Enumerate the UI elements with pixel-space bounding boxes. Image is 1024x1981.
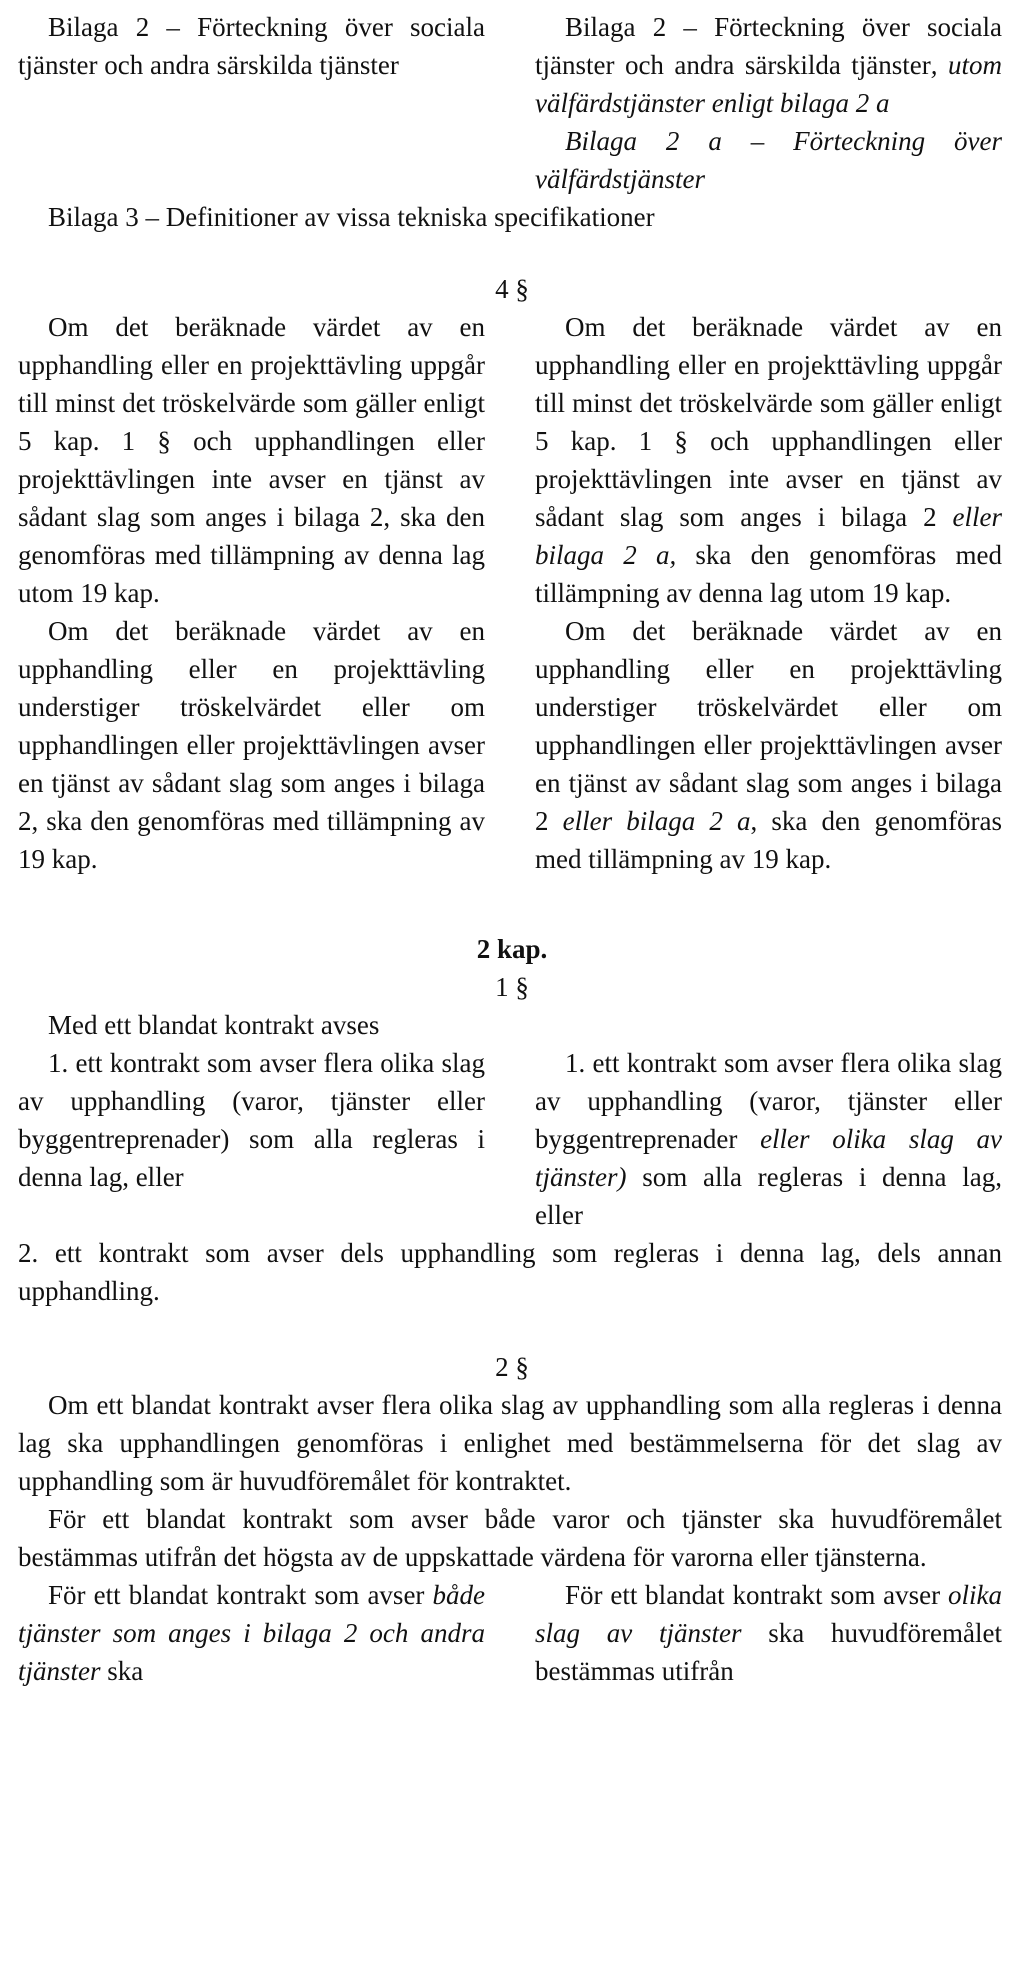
chapter-2-section-2-heading: 2 § [495,1352,529,1382]
chapter-2-s1-proposed-item-1: 1. ett kontrakt som avser flera olika slag av upphandling (varor, tjänster eller byggentreprenader eller olika slag av tjänster) som alla regleras i denna lag, eller [535,1048,1002,1230]
annex-2-title-current: Bilaga 2 – Förteckning över sociala tjänster och andra särskilda tjänster [18,12,485,80]
chapter-2-s1-current-item-1: 1. ett kontrakt som avser flera olika slag av upphandling (varor, tjänster eller byggentreprenader) som alla regleras i denna lag, eller [18,1048,485,1192]
section-4-current-p1: Om det beräknade värdet av en upphandling eller en projekttävling uppgår till minst det tröskelvärde som gäller enligt 5 kap. 1 § och upphandlingen eller projekttävlingen inte avser en tjänst av sådant slag som anges i bilaga 2, ska den genomföras med tillämpning av denna lag utom 19 kap. [18,312,485,608]
annex-3-line [0,198,1024,236]
chapter-2-s2-proposed-p3: För ett blandat kontrakt som avser olika slag av tjänster ska huvudföremålet bestämmas utifrån [535,1580,1002,1686]
chapter-2-heading: 2 kap. [476,934,548,964]
chapter-2-section-1-heading: 1 § [495,972,529,1002]
chapter-2-s1-comparison [0,1006,1024,1234]
chapter-2-s2-p2: För ett blandat kontrakt som avser både varor och tjänster ska huvudföremålet bestämmas utifrån det högsta av de uppskattade värdena för varorna eller tjänsterna. [18,1504,1002,1572]
right-column [535,8,1002,198]
left-column [18,8,485,198]
left-column [18,1006,485,1234]
section-4-proposed-p1: Om det beräknade värdet av en upphandling eller en projekttävling uppgår till minst det tröskelvärde som gäller enligt 5 kap. 1 § och upphandlingen eller projekttävlingen inte avser en tjänst av sådant slag som anges i bilaga 2 eller bilaga 2 a, ska den genomföras med tillämpning av denna lag utom 19 kap. [535,312,1002,608]
right-column [535,612,1002,878]
chapter-2-s1-item-2: 2. ett kontrakt som avser dels upphandling som regleras i denna lag, dels annan upphandling. [18,1238,1002,1306]
document-page [0,8,1024,1981]
chapter-2-s2-p1: Om ett blandat kontrakt avser flera olika slag av upphandling som alla regleras i denna lag ska upphandlingen genomföras i enlighet med bestämmelserna för det slag av upphandling som är huvudföremålet för kontraktet. [18,1390,1002,1496]
left-column [18,612,485,878]
chapter-2-s1-intro: Med ett blandat kontrakt avses [48,1010,380,1040]
annex-2a-title: Bilaga 2 a – Förteckning över välfärdstjänster [535,126,1002,194]
left-column [18,308,485,612]
section-4-comparison-2 [0,612,1024,878]
right-column [535,1576,1002,1690]
section-4-comparison-1 [0,308,1024,612]
chapter-2-s2-body [0,1386,1024,1576]
chapter-2-s2-comparison [0,1576,1024,1690]
annex-2-title-proposed: Bilaga 2 – Förteckning över sociala tjänster och andra särskilda tjänster, utom välfärdstjänster enligt bilaga 2 a [535,12,1002,118]
section-4-current-p2: Om det beräknade värdet av en upphandling eller en projekttävling understiger tröskelvärdet eller om upphandlingen eller projekttävlingen avser en tjänst av sådant slag som anges i bilaga 2, ska den genomföras med tillämpning av 19 kap. [18,616,485,874]
right-column [535,1006,1002,1234]
annex-3-title: Bilaga 3 – Definitioner av vissa tekniska specifikationer [48,202,655,232]
chapter-2-s1-item-2-block [0,1234,1024,1310]
chapter-2-s2-current-p3: För ett blandat kontrakt som avser både tjänster som anges i bilaga 2 och andra tjänster ska [18,1580,485,1686]
right-column [535,308,1002,612]
annex-comparison [0,8,1024,198]
section-4-proposed-p2: Om det beräknade värdet av en upphandling eller en projekttävling understiger tröskelvärdet eller om upphandlingen eller projekttävlingen avser en tjänst av sådant slag som anges i bilaga 2 eller bilaga 2 a, ska den genomföras med tillämpning av 19 kap. [535,616,1003,874]
section-4-heading: 4 § [495,274,529,304]
left-column [18,1576,485,1690]
